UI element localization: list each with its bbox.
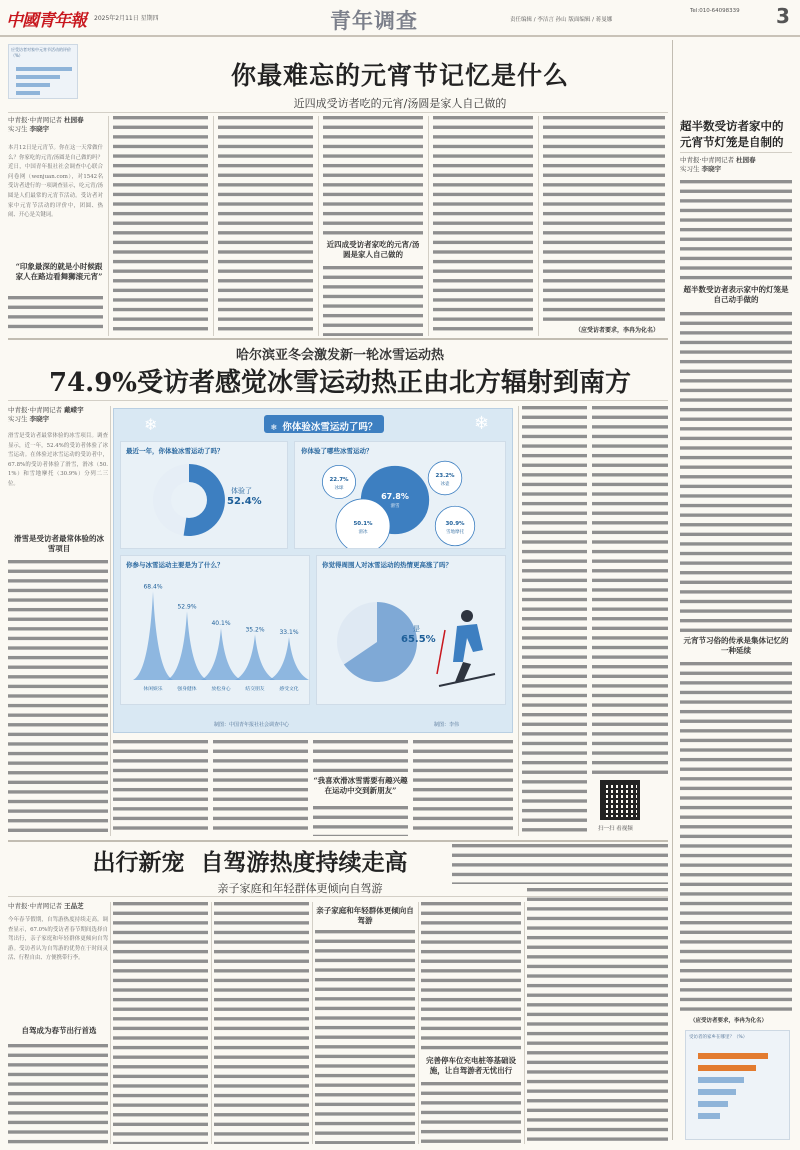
top-col-1-text	[8, 296, 103, 334]
bottom-story-subtitle: 亲子家庭和年轻群体更倾向自驾游	[217, 882, 383, 895]
q3-spike-chart	[121, 568, 309, 705]
qr-code	[600, 780, 640, 820]
byline-role: 实习生	[8, 415, 28, 423]
bubble-label: 雪地摩托	[446, 530, 464, 535]
bubble-value: 22.7%	[329, 477, 349, 483]
byline-name: 戴嵘宇	[64, 406, 84, 414]
top-col-4-text-b	[323, 266, 423, 336]
bottom-col-2-text	[113, 902, 208, 1144]
bottom-subhead-1: 自驾成为春节出行首选	[21, 1026, 97, 1035]
spike-label: 放松身心	[211, 687, 231, 692]
spike-value: 35.2%	[245, 626, 265, 634]
bottom-top-strip	[452, 844, 668, 884]
mid-col-7-text	[592, 406, 668, 776]
bottom-col-5-text	[421, 902, 521, 1052]
infographic-banner	[264, 415, 384, 433]
mid-col-6-text	[522, 406, 587, 836]
spike-label: 休闲娱乐	[143, 687, 163, 692]
bottom-col-1-para: 今年春节假期，自驾游热度持续走高。调查显示，67.0%的受访者春节期间选择自驾出行，亲子家庭和年轻群体更倾向自驾游。受访者认为自驾游的优势在于时间灵活、行程自由、方便携带行李。	[8, 917, 108, 962]
right-note: （应受访者要求，李冉为化名）	[690, 1018, 768, 1024]
bottom-col-6-text	[527, 888, 668, 1144]
snowflake-icon: ❄	[144, 415, 158, 434]
byline-name: 杜园春	[736, 156, 756, 164]
bottom-col-1-text	[8, 1044, 108, 1144]
q2-panel	[294, 441, 506, 549]
right-subhead-2: 元宵节习俗的传承是集体记忆的一种延续	[683, 636, 789, 655]
top-col-6-text	[543, 116, 665, 324]
masthead-rule	[0, 35, 800, 37]
bottom-col-4-text	[315, 930, 415, 1144]
bubble-value: 67.8%	[381, 492, 409, 501]
section-rule	[8, 840, 668, 842]
q4-panel	[316, 555, 506, 705]
top-col-2-text	[113, 116, 208, 336]
masthead-phone: Tel:010-64098339	[690, 8, 740, 14]
col-divider	[538, 116, 539, 336]
spike-value: 52.9%	[177, 603, 197, 611]
banner-text: 你体验冰雪运动了吗？	[282, 422, 378, 433]
spike-label: 结交朋友	[245, 687, 265, 692]
mid-byline	[8, 406, 108, 424]
mid-kicker: 哈尔滨亚冬会激发新一轮冰雪运动热	[235, 348, 444, 363]
infographic-credit: 制图：李伟	[434, 722, 460, 728]
mid-col-3-text	[213, 740, 308, 835]
col-divider	[211, 902, 212, 1144]
masthead-editors: 责任编辑 / 李洁言 孙山 版面编辑 / 蒋曼娜	[510, 17, 613, 23]
bottom-subhead-2: 亲子家庭和年轻群体更倾向自驾游	[316, 906, 414, 925]
spike-value: 33.1%	[279, 629, 299, 637]
bubble-value: 30.9%	[445, 521, 465, 527]
top-pull-quote: “印象最深的就是小时候跟家人在路边看舞狮滚元宵”	[15, 262, 103, 281]
col-divider	[312, 902, 313, 1144]
q2-bubble-chart	[295, 456, 505, 549]
mid-story-title: 74.9%受访者感觉冰雪运动热正由北方辐射到南方	[48, 368, 632, 398]
top-subhead: 近四成受访者家吃的元宵/汤圆是家人自己做的	[326, 240, 420, 259]
byline-name: 王品芝	[64, 902, 84, 910]
infographic	[113, 408, 513, 733]
byline-role: 实习生	[8, 125, 28, 133]
spike-mark	[167, 612, 207, 680]
col-divider	[524, 902, 525, 1144]
col-divider	[318, 116, 319, 336]
spike-mark	[201, 628, 241, 680]
top-rule	[8, 112, 668, 113]
byline-unit: 中青报·中青网记者	[8, 902, 63, 910]
col-divider	[110, 406, 111, 836]
byline-unit: 中青报·中青网记者	[8, 116, 63, 124]
q3-question: 你参与冰雪运动主要是为了什么？	[126, 561, 224, 569]
spike-value: 40.1%	[211, 620, 231, 628]
masthead	[0, 0, 800, 36]
right-rule	[680, 152, 792, 153]
mid-col-1-text	[8, 560, 108, 835]
skier-icon	[437, 610, 495, 686]
byline-name: 李晓宇	[29, 125, 50, 133]
bubble-label: 滑雪	[390, 504, 400, 509]
bubble-label: 滑冰	[358, 530, 368, 535]
bottom-col-3-text	[214, 902, 309, 1144]
snowflake-icon: ❄	[474, 413, 490, 434]
thumbnail-bars	[688, 1047, 788, 1137]
top-story-subtitle: 近四成受访者吃的元宵/汤圆是家人自己做的	[293, 97, 507, 110]
right-col-title: 超半数受访者家中的元宵节灯笼是自制的	[680, 119, 784, 149]
bubble-label: 冰球	[334, 486, 344, 491]
byline-name: 李晓宇	[29, 415, 50, 423]
masthead-date: 2025年2月11日 星期四	[94, 15, 159, 22]
bubble-label: 冰壶	[440, 482, 450, 487]
mid-col-2-text	[113, 740, 208, 835]
bottom-byline	[8, 902, 108, 911]
q3-panel	[120, 555, 310, 705]
infographic-footer: 制图：中国青年报社社会调查中心	[214, 722, 290, 728]
spike-mark	[269, 637, 309, 680]
snowflake-icon: ❄	[270, 423, 278, 432]
byline-role: 实习生	[680, 165, 700, 173]
qr-caption: 扫一扫 看视频	[598, 826, 633, 832]
newspaper-logo: 中國青年報	[6, 11, 86, 31]
top-col-4-text	[323, 116, 423, 236]
top-col-3-text	[218, 116, 313, 336]
q2-question: 你体验了哪些冰雪运动？	[301, 447, 373, 455]
q1-yes-label: 体验了	[231, 487, 252, 495]
spike-label: 强身健体	[177, 687, 197, 692]
right-byline	[680, 156, 792, 174]
top-note: （应受访者要求，李冉为化名）	[575, 327, 660, 334]
mid-subhead-1: 滑雪是受访者最常体验的冰雪项目	[14, 534, 104, 553]
mid-col-5-text	[413, 740, 513, 835]
top-byline	[8, 116, 103, 134]
right-col-text-3	[680, 662, 792, 1012]
thumbnail-caption: 受访者的家乡在哪里？（%）	[689, 1035, 748, 1040]
spike-mark	[235, 634, 275, 680]
byline-name: 杜园春	[64, 116, 84, 124]
right-col-divider	[672, 40, 673, 1140]
mid-subhead-2: “我喜欢滑冰雪需要有趣兴趣在运动中交到新朋友”	[313, 776, 408, 795]
spike-value: 68.4%	[143, 583, 163, 591]
top-col-1-para: 本月12日是元宵节。你在这一天常做什么？你家吃的元宵/汤圆是自己做的吗？近日，中国青年报社社会调查中心联合问卷网（wenjuan.com），对1542名受访者进行的一项调查显示，吃元宵/汤圆是人们最常的元宵节活动。受访者对家中元宵节活动的评价中，团圆、热闹、开心是关键词。	[8, 145, 103, 219]
right-subhead-1: 超半数受访者表示家中的灯笼是自己动手做的	[683, 285, 789, 304]
bottom-col-5-text-b	[421, 1082, 521, 1144]
top-thumbnail-chart	[8, 44, 78, 99]
q1-question: 最近一年，你体验冰雪运动了吗？	[126, 447, 224, 455]
right-col-text-1	[680, 180, 792, 280]
byline-unit: 中青报·中青网记者	[680, 156, 735, 164]
top-col-5-text	[433, 116, 533, 336]
pie-hole	[171, 482, 207, 518]
section-rule	[8, 338, 668, 340]
mid-rule	[8, 400, 668, 401]
bubble-value: 23.2%	[435, 473, 455, 479]
col-divider	[428, 116, 429, 336]
byline-unit: 中青报·中青网记者	[8, 406, 63, 414]
bottom-story-title: 出行新宠 自驾游热度持续走高	[92, 849, 408, 876]
right-thumbnail-chart	[685, 1030, 790, 1140]
col-divider	[108, 116, 109, 336]
page-number: 3	[776, 4, 790, 28]
col-divider	[110, 902, 111, 1144]
q1-pie-chart	[121, 454, 287, 549]
col-divider	[518, 406, 519, 836]
bottom-subhead-3: 完善停车位充电桩等基础设施，让自驾游者无忧出行	[426, 1056, 516, 1075]
mid-col-4-text	[313, 740, 408, 772]
mid-col-4-text-b	[313, 806, 408, 836]
thumbnail-caption: 应受访者对家中元宵节活动的评价（%）	[11, 47, 71, 58]
top-story-title: 你最难忘的元宵节记忆是什么	[230, 61, 569, 90]
mid-col-1-para: 滑雪是受访者最常体验的冰雪项目。调查显示，近一年，52.4%的受访者体验了冰雪运动。在体验过冰雪运动的受访者中，67.8%的受访者体验了滑雪，滑冰（50.1%）和雪地摩托（30.9%）分列二三位。	[8, 433, 108, 487]
spike-label: 感受文化	[279, 687, 299, 692]
spike-mark	[133, 592, 173, 680]
q1-panel	[120, 441, 288, 549]
thumbnail-bars	[10, 61, 78, 97]
byline-name: 李晓宇	[701, 165, 722, 173]
q4-yes-label: 是	[413, 625, 420, 633]
bubble-value: 50.1%	[353, 521, 373, 527]
col-divider	[418, 902, 419, 1144]
section-title: 青年调查	[330, 8, 418, 33]
q4-yes-value: 65.5%	[401, 634, 436, 645]
q1-yes-value: 52.4%	[227, 496, 262, 507]
q4-question: 你觉得周围人对冰雪运动的热情更高涨了吗？	[322, 561, 452, 569]
col-divider	[213, 116, 214, 336]
right-col-text-2	[680, 312, 792, 632]
